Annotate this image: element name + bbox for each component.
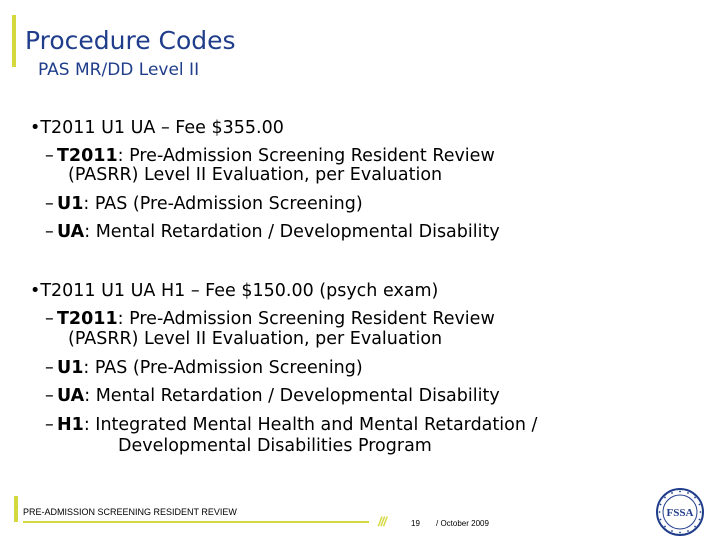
footer-section-label: PRE-ADMISSION SCREENING RESIDENT REVIEW [23,507,237,517]
footer-accent-bar [14,496,18,522]
footer-divider [23,521,369,523]
sub-item [45,358,363,379]
footer-slashes: /// [378,514,386,529]
code-label: T2011 [57,309,118,329]
code-separator: : [84,386,96,406]
bullet-item [30,118,284,139]
dash-marker: – [45,194,54,214]
code-description: Pre-Admission Screening Resident Review [129,309,495,329]
dash-marker: – [45,146,54,166]
bullet-marker: • [30,281,41,301]
code-description: (PASRR) Level II Evaluation, per Evaluation [68,329,443,349]
footer-date: / October 2009 [436,519,489,528]
page-number: 19 [411,519,420,528]
code-separator: : [84,222,96,242]
code-separator: : [117,146,130,166]
code-description: Mental Retardation / Developmental Disability [95,222,500,242]
code-description: (PASRR) Level II Evaluation, per Evaluation [68,165,443,185]
sub-item-continuation [118,436,432,457]
sub-item [45,222,500,243]
code-separator: : [83,358,95,378]
dash-marker: – [45,415,54,435]
code-label: T2011 [57,146,118,166]
dash-marker: – [45,386,54,406]
code-separator: : [83,194,95,214]
sub-item [45,415,537,436]
dash-marker: – [45,309,54,329]
title-accent-bar [12,15,16,67]
code-description: Mental Retardation / Developmental Disability [95,386,500,406]
sub-item-continuation [68,165,442,186]
code-description: Developmental Disabilities Program [118,436,432,456]
code-description: Integrated Mental Health and Mental Retardation / [95,415,538,435]
sub-item [45,146,495,167]
code-label: H1 [57,415,84,435]
code-label: U1 [57,358,84,378]
bullet-text: T2011 U1 UA – Fee $355.00 [40,118,284,138]
code-label: UA [57,222,85,242]
dash-marker: – [45,358,54,378]
code-label: U1 [57,194,84,214]
code-description: PAS (Pre-Admission Screening) [94,194,363,214]
code-description: PAS (Pre-Admission Screening) [94,358,363,378]
sub-item [45,386,500,407]
page-title: Procedure Codes [25,26,236,55]
dash-marker: – [45,222,54,242]
sub-item [45,194,363,215]
bullet-marker: • [30,118,41,138]
code-label: UA [57,386,85,406]
page-subtitle: PAS MR/DD Level II [38,60,200,80]
sub-item [45,309,495,330]
code-description: Pre-Admission Screening Resident Review [129,146,495,166]
bullet-text: T2011 U1 UA H1 – Fee $150.00 (psych exam) [40,281,439,301]
bullet-item [30,281,438,302]
code-separator: : [117,309,130,329]
fssa-seal-icon [655,487,705,537]
sub-item-continuation [68,329,442,350]
seal-text: FSSA [666,507,694,519]
code-separator: : [83,415,96,435]
